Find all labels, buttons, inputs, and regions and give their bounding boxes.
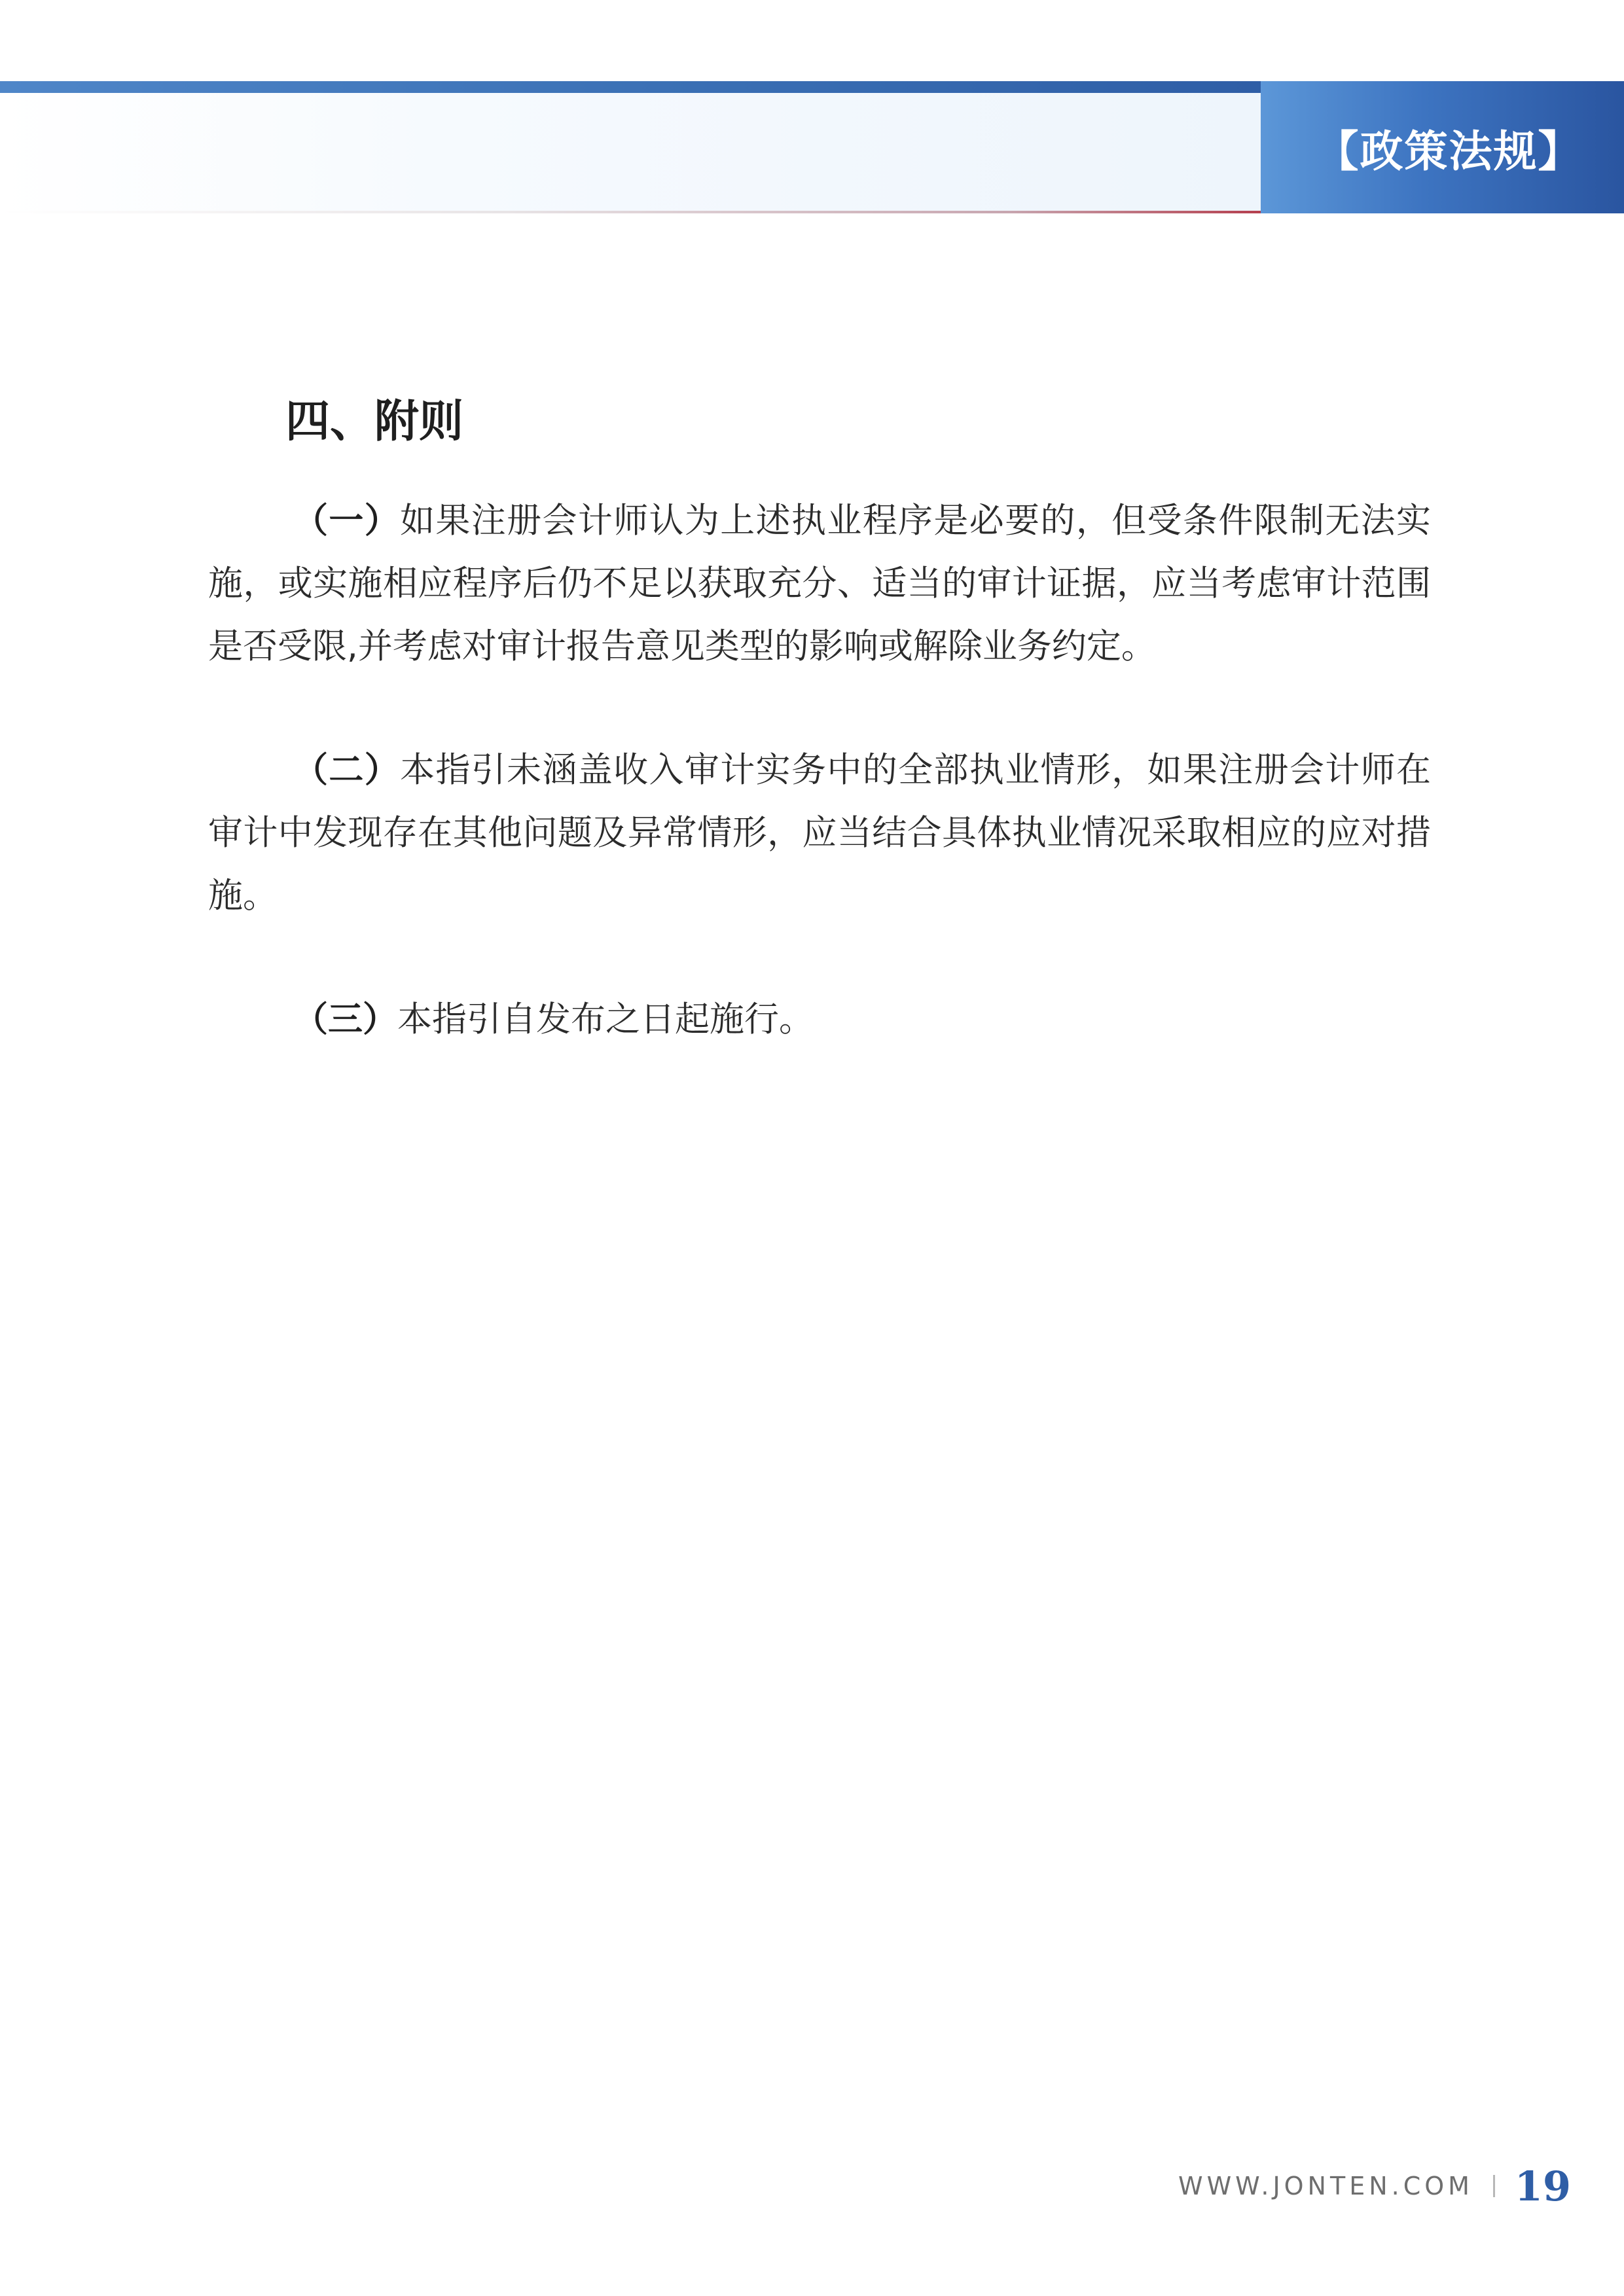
section-label: 【政策法规】 — [1315, 125, 1583, 177]
header-underline — [0, 211, 1261, 213]
website-url[interactable]: WWW.JONTEN.COM — [1178, 2172, 1473, 2200]
article-body — [208, 386, 1431, 1051]
paragraph-number: （二） — [293, 750, 401, 790]
header-top-rule — [0, 81, 1261, 93]
page-footer — [1178, 2160, 1571, 2212]
paragraph-number: （三） — [293, 999, 397, 1039]
paragraph-2 — [208, 739, 1431, 927]
section-heading: 四、附则 — [285, 396, 464, 448]
paragraph-text: 本指引未涵盖收入审计实务中的全部执业情形，如果注册会计师在审计中发现存在其他问题及异常情形，应当结合具体执业情况采取相应的应对措施。 — [208, 750, 1432, 916]
paragraph-text: 本指引自发布之日起施行。 — [397, 999, 814, 1039]
page-header — [0, 0, 1624, 216]
header-band — [0, 93, 1261, 211]
paragraph-number: （一） — [293, 501, 401, 541]
page-number: 19 — [1514, 2162, 1571, 2210]
paragraph-1 — [208, 490, 1431, 678]
footer-divider — [1493, 2175, 1495, 2197]
paragraph-3 — [208, 988, 1431, 1051]
paragraph-text: 如果注册会计师认为上述执业程序是必要的，但受条件限制无法实施，或实施相应程序后仍不足以获取充分、适当的审计证据，应当考虑审计范围是否受限,并考虑对审计报告意见类型的影响或解除业务约定。 — [208, 501, 1432, 666]
section-tab — [1261, 81, 1624, 213]
